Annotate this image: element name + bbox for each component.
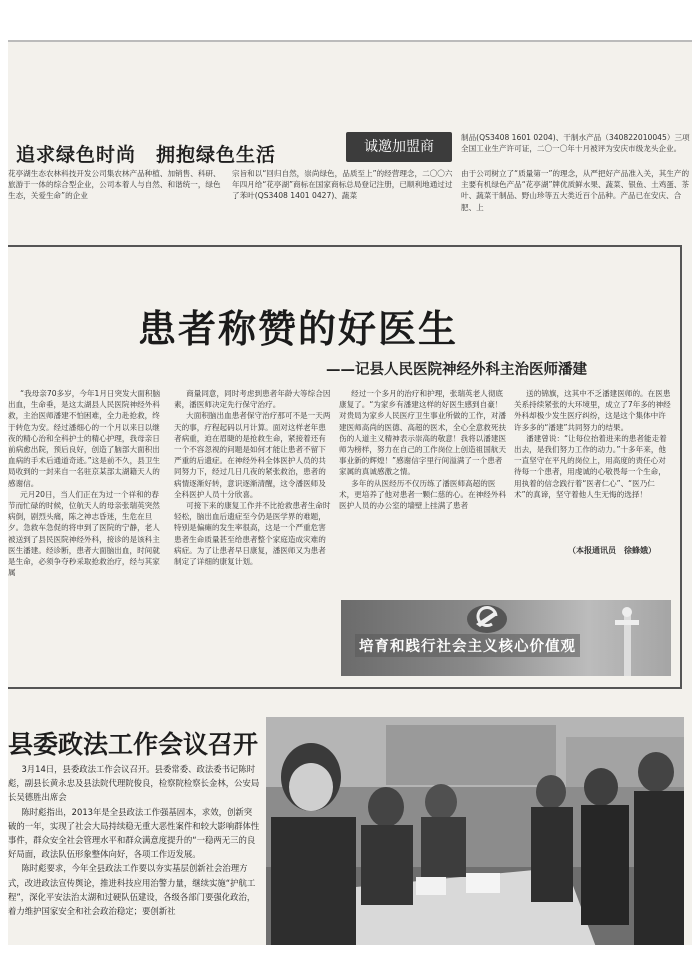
meeting-article-body — [8, 762, 260, 945]
ad-bottom-right-text: 由于公司树立了“质量第一”的理念，从严把好产品准入关，其生产的主要有机绿色产品“花亭湖”牌优质鲜水果、蔬菜、银鱼、土鸡蛋、茶叶、蔬菜干制品、野山珍等五大类近百个品种。产品已在安庆、合肥、上 — [461, 169, 690, 212]
ad-right-text: 制品(QS3408 1601 0204)、干制水产品（340822010045）三项全国工业生产许可证，二〇一〇年十月被评为安庆市级龙头企业。 — [461, 133, 690, 154]
article-column-1 — [8, 388, 165, 658]
party-emblem-icon — [466, 604, 508, 634]
ad-bottom-left-text: 花亭湖生态农林科技开发公司集农林产品种植、加销售、科研、旅游于一体的综合型企业，公司本着人与自然、和谐统一，绿色生态，关爱生命”的企业 — [8, 169, 221, 201]
core-values-text: 培育和践行社会主义核心价值观 — [355, 634, 580, 657]
meeting-article-title: 县委政法工作会议召开 — [8, 730, 259, 759]
news-photo — [266, 717, 684, 945]
join-us-button[interactable]: 诚邀加盟商 — [346, 132, 452, 162]
article-title: 患者称赞的好医生 — [138, 306, 459, 351]
ad-bottom-mid-text: 宗旨和以“回归自然，崇尚绿色，品质至上”的经营理念，二〇〇六年四月给“花亭湖”商标在国家商标总局登记注册，已顺利地通过过了苯叶(QS3408 1401 0427)、蔬菜 — [232, 169, 453, 201]
article-column-2 — [174, 388, 331, 658]
article-byline: （本报通讯员 徐蜂娥） — [568, 546, 656, 555]
article-paragraph: 送的锦旗，这其中不乏潘建医师的。在医患关系持续紧张的大环境里，成立了7年多的神经外科却极少发生医疗纠纷，这是这个集体中许许多多的“潘建”共同努力的结果。 — [514, 389, 671, 432]
news-photo-illustration — [266, 717, 684, 945]
meeting-paragraph: 陈时彪指出，2013年是全县政法工作强基固本，求效，创新突破的一年，实现了社会大局持续稳无重大恶性案件和较大影响群体性事件，群众安全社会管理水平和群众满意度提升的“一稳两无三的良好局面，政法队伍形象整体向好，各项工作迈发展。 — [8, 806, 260, 860]
article-paragraph: 经过一个多月的治疗和护理，张瑞英老人彻底康复了。“为家乡有潘建这样的好医生感到自豪！对贵局为家乡人民医疗卫生事业所做的工作，对潘建医师高尚的医德、高超的医术，全心全意救死扶伤的人道主义精神表示崇高的敬意！我将以潘建医师为榜样，努力在自己的工作岗位上创造祖国航天事业新的辉煌！”感谢信字里行间溢满了一个患者家属的真诚感激之情。 — [339, 389, 507, 477]
article-subtitle: ——记县人民医院神经外科主治医师潘建 — [326, 362, 587, 378]
article-paragraph: 可接下来的康复工作并不比抢救患者生命时轻松，脑出血后遗症至今仍是医学界的难题，特别是偏瘫的发生率很高，这是一个严重危害患者生命质量甚至给患者整个家庭造成灾难的病症。为了让患者早日康复，潘医师又为患者制定了详细的康复计划。 — [174, 501, 331, 567]
meeting-paragraph: 陈时彪要求，今年全县政法工作要以夯实基层创新社会治理方式，改进政法宣传舆论，推进科技应用治警力量，继续实施“护航工程”，深化平安法治太湖和过硬队伍建设，各级各部门要强化政治，着力维护国家安全和社会政治稳定；要创新社 — [8, 863, 256, 917]
top-rule — [8, 40, 692, 42]
article-column-3 — [339, 388, 507, 598]
article-paragraph: 多年的从医经历不仅历练了潘医师高超的医术，更培养了他对患者一颗仁慈的心。在神经外科医护人员的办公室的墙壁上挂满了患者 — [339, 478, 507, 511]
newspaper-page — [8, 40, 692, 945]
meeting-paragraph: 3月14日，县委政法工作会议召开。县委常委、政法委书记陈时彪，副县长黄永忠及县法院代理院俊良，检察院检察长金林，公安局长吴德胜出席会 — [8, 764, 260, 803]
ad-slogan: 追求绿色时尚 拥抱绿色生活 — [16, 144, 277, 166]
article-paragraph: 大面积脑出血患者保守治疗那可不是一天两天的事，疗程起码以月计算。面对这样老年患者病重，迫在眉睫的是抢救生命，紧接着还有一个不容忽视的问题是如何才能让患者不留下严重的后遗症。在神经外科全体医护人员的共同努力下，经过几日几夜的紧张救治，患者的病情逐渐好转，意识逐渐清醒，这令潘医师及全科医护人员十分欣喜。 — [174, 411, 331, 499]
article-paragraph: 元月20日，当人们正在为过一个祥和的春节而忙碌的时候，位航天人的母亲张瑞英突然病倒，剧烈头痛，陈之神志昏迷，生危在旦夕。急救车急促的将申到了医院的宁静，老人被送到了县民医院神经外科，接诊的是该科主医生潘建。经诊断，患者大面脑出血，时间就是生命，必须争夺秒采取抢救治疗，经与其家属 — [8, 489, 160, 578]
article-paragraph: 商量同意，同时考虑到患者年龄大等综合因素，潘医师决定先行保守治疗。 — [174, 389, 331, 410]
article-paragraph: “我母亲70多岁，今年1月日突发大面积脑出血，生命垂，是这太湖县人民医院神经外科救，主治医师潘建不怕困难，全力赴抢救，终于转危为安。经过潘细心的一个月以来日以继夜的精心治和全科护士的精心护理，我母亲日前病愈出院，预后良好，创造了脑部大面积出血病的手术后通道奇迹。”这是前不久，县卫生局收到的一封来自一名驻京某部太湖籍天人的感谢信。 — [8, 389, 161, 488]
article-column-4 — [514, 388, 672, 608]
article-paragraph: 潘建曾说：“让每位抬着进来的患者能走着出去，是我们努力工作的动力。”十多年来，他一直坚守在平凡的岗位上，用高度的责任心对待每一个患者，用虔诚的心敬畏每一个生命，用执着的信念践行着“医者仁心”、“医乃仁术”的真谛，坚守着他人生无悔的选择！ — [514, 433, 667, 499]
huabiao-pillar-icon — [609, 606, 645, 676]
core-values-banner — [341, 600, 671, 676]
